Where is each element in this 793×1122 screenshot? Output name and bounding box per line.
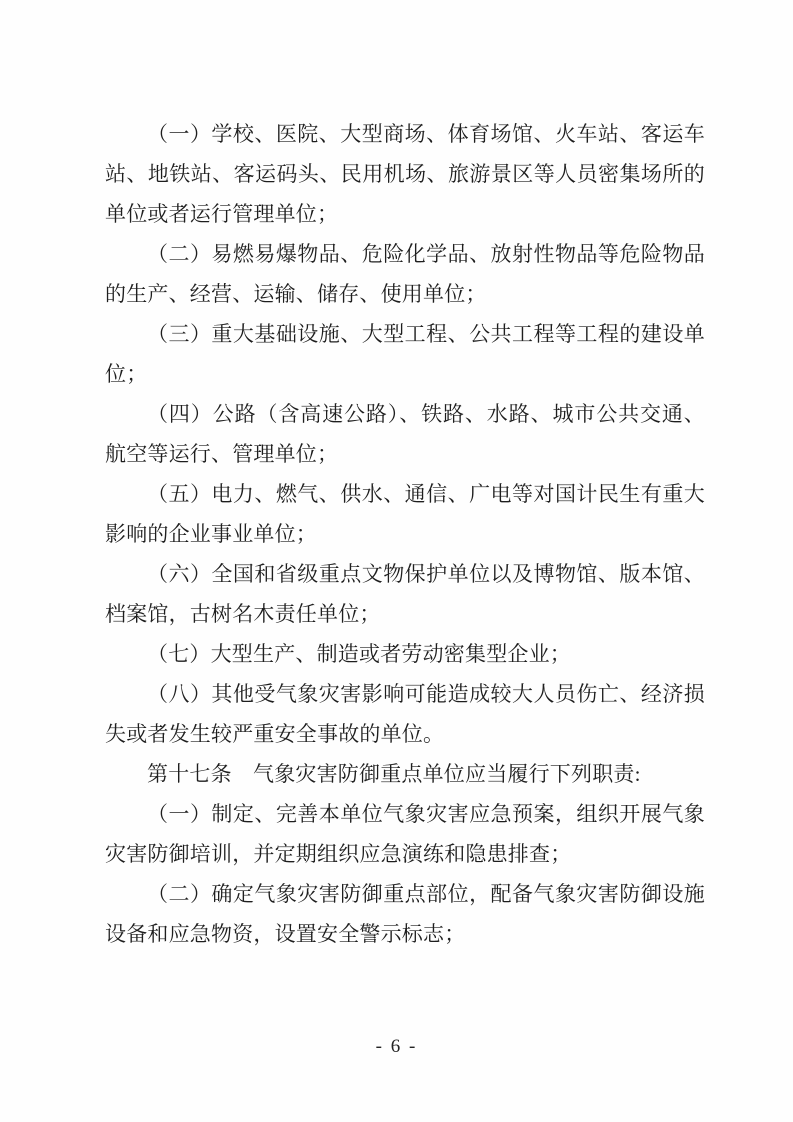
clause-paragraph: （一）学校、医院、大型商场、体育场馆、火车站、客运车站、地铁站、客运码头、民用机场、旅游景区等人员密集场所的单位或者运行管理单位；: [105, 122, 705, 226]
clause-paragraph: （八）其他受气象灾害影响可能造成较大人员伤亡、经济损失或者发生较严重安全事故的单位。: [105, 682, 705, 746]
clause-paragraph: （二）易燃易爆物品、危险化学品、放射性物品等危险物品的生产、经营、运输、储存、使用单位；: [105, 242, 705, 306]
document-body: [105, 114, 705, 954]
page-number: - 6 -: [375, 1036, 418, 1057]
article-17-heading: 第十七条 气象灾害防御重点单位应当履行下列职责:: [147, 762, 641, 786]
clause-paragraph: （七）大型生产、制造或者劳动密集型企业；: [147, 642, 571, 666]
clause-paragraph: （三）重大基础设施、大型工程、公共工程等工程的建设单位；: [105, 322, 705, 386]
duty-paragraph: （二）确定气象灾害防御重点部位，配备气象灾害防御设施设备和应急物资，设置安全警示标志；: [105, 882, 705, 946]
duty-paragraph: （一）制定、完善本单位气象灾害应急预案，组织开展气象灾害防御培训，并定期组织应急演练和隐患排查；: [105, 802, 705, 866]
clause-paragraph: （四）公路（含高速公路）、铁路、水路、城市公共交通、航空等运行、管理单位；: [105, 402, 705, 466]
clause-paragraph: （五）电力、燃气、供水、通信、广电等对国计民生有重大影响的企业事业单位；: [105, 482, 705, 546]
clause-paragraph: （六）全国和省级重点文物保护单位以及博物馆、版本馆、档案馆，古树名木责任单位；: [105, 562, 705, 626]
